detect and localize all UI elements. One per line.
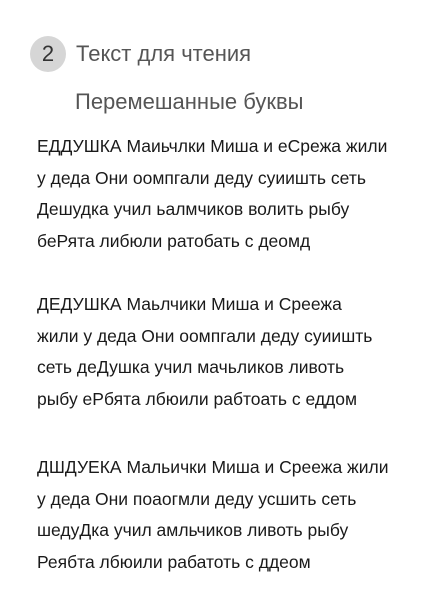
section-number-badge: 2 [30, 36, 66, 72]
text-line: Реябта лбюили рабатоть с ддеом [37, 551, 311, 572]
paragraph-1 [37, 131, 437, 257]
text-line: шедуДка учил амльчиков ливоть рыбу [37, 520, 349, 540]
text-line: ДЕДУШКА Маьлчики Миша и Среежа [37, 294, 342, 314]
text-line: у деда Они оомпгали деду суиишть сеть [37, 167, 366, 188]
text-line: Дешудка учил ьалмчиков волить рыбу [37, 199, 350, 219]
section-title: Текст для чтения [76, 41, 252, 66]
text-line: сеть деДушка учил мачьликов ливоть [37, 357, 345, 377]
section-header [30, 36, 251, 72]
text-line: у деда Они поаогмли деду усшить сеть [37, 488, 357, 509]
text-line: ЕДДУШКА Маиьчлки Миша и еСрежа жили [37, 136, 388, 156]
subtitle: Перемешанные буквы [75, 89, 304, 114]
paragraph-2 [37, 289, 437, 415]
text-line: беРята либюли ратобать с деомд [37, 230, 311, 251]
text-line: ДШДУЕКА Мальички Миша и Среежа жили [37, 457, 389, 477]
text-line: жили у деда Они оомпгали деду суиишть [37, 325, 373, 346]
paragraph-3 [37, 452, 437, 578]
text-line: рыбу еРбята лбюили рабтоать с еддом [37, 388, 358, 409]
